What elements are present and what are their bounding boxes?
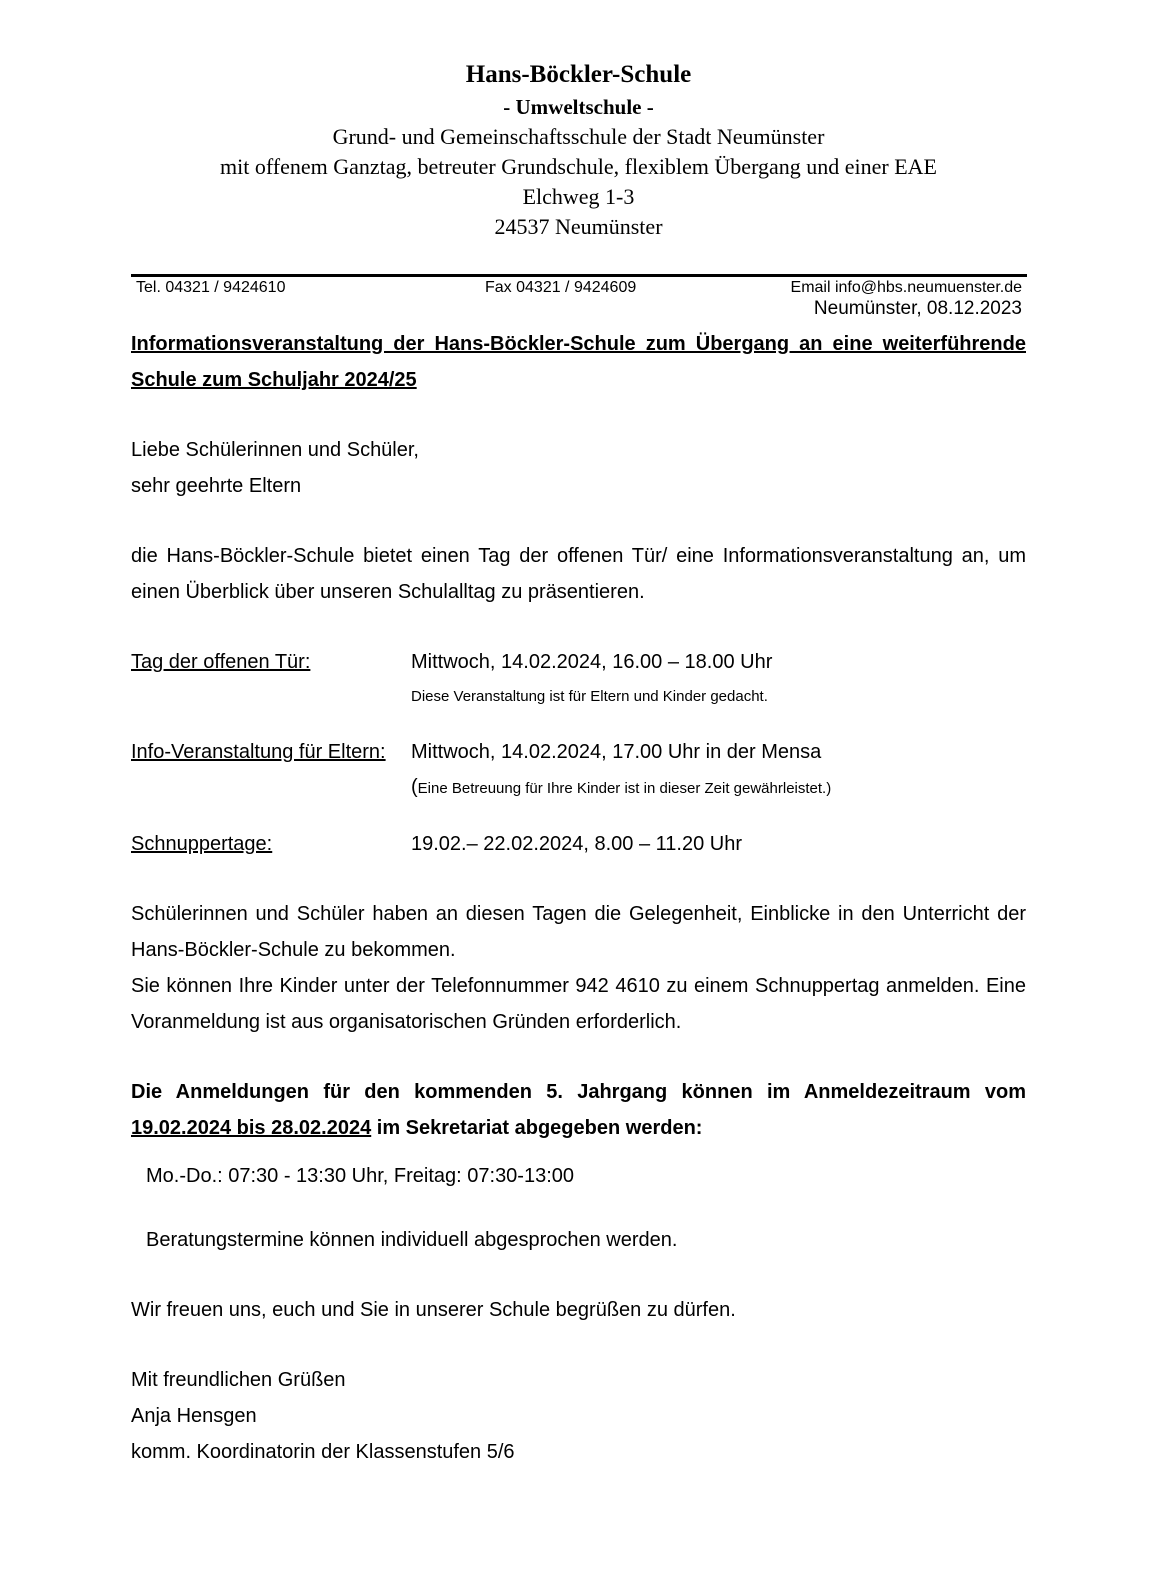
registration-paragraph: [131, 1074, 1026, 1146]
event-open-day-value: Mittwoch, 14.02.2024, 16.00 – 18.00 Uhr: [411, 651, 773, 673]
school-street: Elchweg 1-3: [522, 184, 635, 209]
contact-fax: Fax 04321 / 9424609: [485, 279, 637, 296]
school-subtitle: - Umweltschule -: [503, 95, 654, 119]
office-hours: Mo.-Do.: 07:30 - 13:30 Uhr, Freitag: 07:30-13:00: [146, 1165, 575, 1187]
letter-title: Informationsveranstaltung der Hans-Böckler-Schule zum Übergang an eine weiterführende Schule zum Schuljahr 2024/25: [131, 333, 1026, 391]
event-info-value: Mittwoch, 14.02.2024, 17.00 Uhr in der Mensa: [411, 741, 822, 763]
greeting-line-2: sehr geehrte Eltern: [131, 475, 302, 497]
event-open-day: [131, 644, 1026, 680]
greeting-line-1: Liebe Schülerinnen und Schüler,: [131, 439, 419, 461]
registration-text-b: im Sekretariat abgegeben werden:: [371, 1117, 703, 1139]
header-divider: [131, 274, 1027, 277]
trial-paragraph-2: Sie können Ihre Kinder unter der Telefonnummer 942 4610 zu einem Schnuppertag anmelden. Eine Voranmeldung ist aus organisatorischen Gründen erforderlich.: [131, 975, 1026, 1033]
event-info-note-text: Eine Betreuung für Ihre Kinder ist in dieser Zeit gewährleistet.): [417, 780, 832, 797]
school-city: 24537 Neumünster: [494, 214, 663, 239]
signature-role: komm. Koordinatorin der Klassenstufen 5/6: [131, 1441, 515, 1463]
contact-phone: Tel. 04321 / 9424610: [136, 279, 286, 296]
event-trial: [131, 826, 1026, 862]
intro-paragraph: die Hans-Böckler-Schule bietet einen Tag der offenen Tür/ eine Informationsveranstaltung an, um einen Überblick über unseren Schulalltag zu präsentieren.: [131, 545, 1026, 603]
event-open-day-note: Diese Veranstaltung ist für Eltern und Kinder gedacht.: [411, 688, 768, 705]
signature-name: Anja Hensgen: [131, 1405, 257, 1427]
consultation-note: Beratungstermine können individuell abgesprochen werden.: [146, 1229, 678, 1251]
event-info-label: Info-Veranstaltung für Eltern:: [131, 741, 386, 763]
letter-body: [131, 326, 1026, 1470]
event-info-note-paren: (: [411, 776, 418, 798]
event-info-note: [411, 774, 1026, 802]
school-type: Grund- und Gemeinschaftsschule der Stadt Neumünster: [332, 124, 825, 149]
signature-salutation: Mit freundlichen Grüßen: [131, 1369, 346, 1391]
event-trial-label: Schnuppertage:: [131, 833, 273, 855]
event-info: [131, 734, 1026, 770]
contact-email: Email info@hbs.neumuenster.de: [790, 279, 1022, 296]
letter-date: Neumünster, 08.12.2023: [813, 298, 1022, 319]
registration-text-a: Die Anmeldungen für den kommenden 5. Jahrgang können im Anmeldezeitraum vom: [131, 1081, 1026, 1103]
letterhead: [0, 58, 1157, 242]
closing-line: Wir freuen uns, euch und Sie in unserer Schule begrüßen zu dürfen.: [131, 1299, 736, 1321]
trial-paragraph-1: Schülerinnen und Schüler haben an diesen Tagen die Gelegenheit, Einblicke in den Unterricht der Hans-Böckler-Schule zu bekommen.: [131, 903, 1026, 961]
school-name: Hans-Böckler-Schule: [465, 61, 692, 88]
event-open-day-label: Tag der offenen Tür:: [131, 651, 311, 673]
registration-period: 19.02.2024 bis 28.02.2024: [131, 1117, 372, 1139]
event-trial-value: 19.02.– 22.02.2024, 8.00 – 11.20 Uhr: [411, 833, 743, 855]
school-features: mit offenem Ganztag, betreuter Grundschule, flexiblem Übergang und einer EAE: [220, 154, 937, 179]
